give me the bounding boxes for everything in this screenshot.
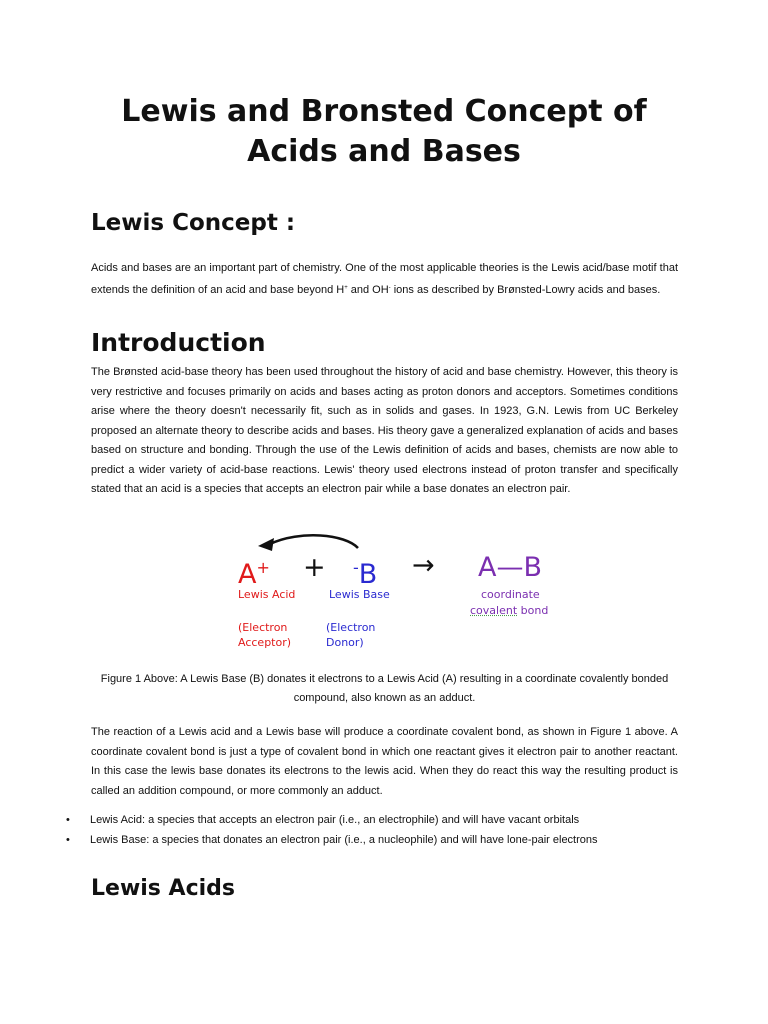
acid-role-line-1: (Electron [238, 621, 288, 634]
paragraph-introduction: The Brønsted acid-base theory has been used throughout the history of acid and base chemistry. However, this theory is very restrictive and focuses primarily on acids and bases acting as proton donors and acceptors. Sometimes conditions arise where the theory doesn't necessarily fit, such as in solids and gases. In 1923, G.N. Lewis from UC Berkeley proposed an alternate theory to describe acids and bases. His theory gave a generalized explanation of acids and bases based on structure and bonding. Through the use of the Lewis definition of acids and bases, chemists are now able to predict a wider variety of acid-base reactions. Lewis' theory used electrons instead of proton transfer and specifically stated that an acid is a species that accepts an electron pair while a base donates an electron pair. [91, 366, 678, 495]
title-line-2: Acids and Bases [247, 134, 521, 169]
superscript-minus: - [388, 284, 391, 291]
list-item: • Lewis Acid: a species that accepts an electron pair (i.e., an electrophile) and will have vacant orbitals [66, 810, 686, 830]
definition-list [66, 810, 686, 850]
product-label-line-1: coordinate [481, 588, 540, 601]
plus-sign: + [303, 552, 326, 583]
paragraph-reaction: The reaction of a Lewis acid and a Lewis base will produce a coordinate covalent bond, as shown in Figure 1 above. A coordinate covalent bond is just a type of covalent bond in which one reactant gives it electron pair to another reactant. In this case the lewis base donates its electrons to the lewis acid. When they do react this way the resulting product is called an addition compound, or more commonly an adduct. [91, 726, 678, 797]
acid-role-line-2: Acceptor) [238, 636, 292, 649]
acid-charge: + [256, 558, 270, 577]
acid-label: Lewis Acid [238, 588, 296, 601]
product-symbol: A—B [478, 552, 542, 583]
heading-introduction: Introduction [91, 328, 266, 357]
list-item: • Lewis Base: a species that donates an electron pair (i.e., a nucleophile) and will have lone-pair electrons [66, 830, 686, 850]
base-role-line-2: Donor) [326, 636, 364, 649]
figure-caption: Figure 1 Above: A Lewis Base (B) donates it electrons to a Lewis Acid (A) resulting in a coordinate covalently bonded compound, also known as an adduct. [100, 673, 669, 704]
base-role-line-1: (Electron [326, 621, 376, 634]
superscript-plus: + [344, 284, 348, 291]
heading-lewis-acids: Lewis Acids [91, 876, 236, 901]
base-symbol: -B [353, 558, 378, 590]
reaction-arrow: → [412, 550, 435, 581]
product-label-line-2: covalent bond [470, 604, 549, 617]
bullet-icon: • [66, 834, 70, 846]
title-line-1: Lewis and Bronsted Concept of [121, 94, 647, 129]
acid-symbol: A+ [238, 558, 270, 590]
base-charge: - [353, 558, 359, 577]
page-title [60, 92, 708, 172]
paragraph-lewis-concept: Acids and bases are an important part of chemistry. One of the most applicable theories is the Lewis acid/base motif that extends the definition of an acid and base beyond H+ and OH- ions as described by Brønsted-Lowry acids and bases. [91, 262, 678, 296]
base-label: Lewis Base [329, 588, 390, 601]
heading-lewis-concept: Lewis Concept : [91, 210, 296, 236]
bullet-icon: • [66, 814, 70, 826]
